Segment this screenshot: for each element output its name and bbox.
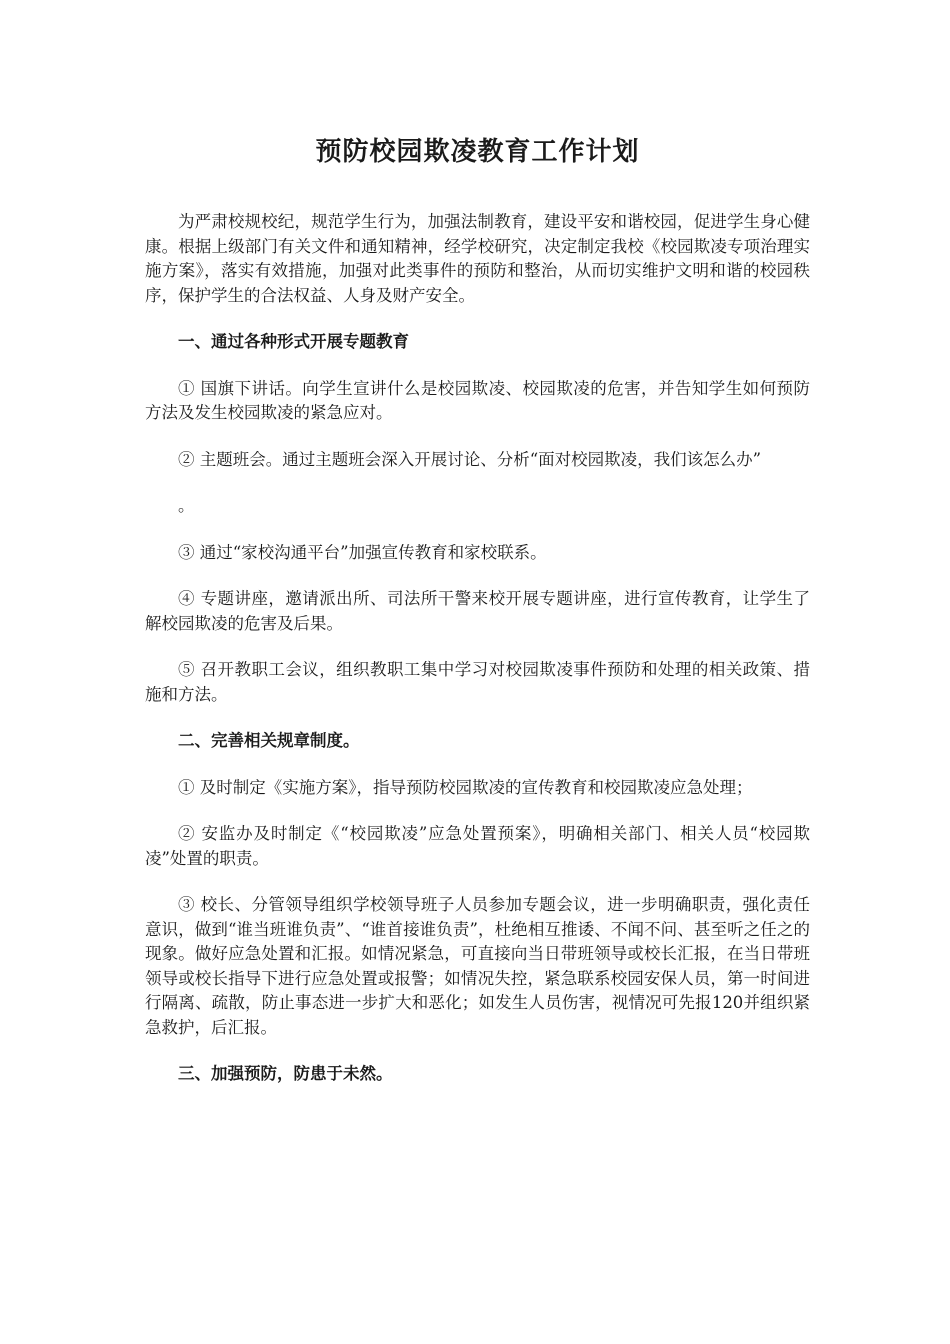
section-heading-3: 三、加强预防，防患于未然。 xyxy=(178,1064,393,1083)
section-heading-1: 一、通过各种形式开展专题教育 xyxy=(178,332,409,351)
document-page xyxy=(145,128,810,1109)
list-item: ① 国旗下讲话。向学生宣讲什么是校园欺凌、校园欺凌的危害，并告知学生如何预防方法及发生校园欺凌的紧急应对。 xyxy=(145,378,810,422)
list-item: ② 主题班会。通过主题班会深入开展讨论、分析“面对校园欺凌，我们该怎么办” xyxy=(178,449,762,469)
list-item: ③ 校长、分管领导组织学校领导班子人员参加专题会议，进一步明确职责，强化责任意识，做到“谁当班谁负责”、“谁首接谁负责”，杜绝相互推诿、不闻不问、甚至听之任之的现象。做好应急处置和汇报。如情况紧急，可直接向当日带班领导或校长汇报，在当日带班领导或校长指导下进行应急处置或报警；如情况失控，紧急联系校园安保人员，第一时间进行隔离、疏散，防止事态进一步扩大和恶化；如发生人员伤害，视情况可先报120并组织紧急救护，后汇报。 xyxy=(145,895,810,1037)
list-item: ② 安监办及时制定《“校园欺凌”应急处置预案》，明确相关部门、相关人员“校园欺凌”处置的职责。 xyxy=(145,824,810,868)
stray-punctuation: 。 xyxy=(178,496,195,515)
list-item: ① 及时制定《实施方案》，指导预防校园欺凌的宣传教育和校园欺凌应急处理； xyxy=(178,777,753,797)
list-item: ④ 专题讲座，邀请派出所、司法所干警来校开展专题讲座，进行宣传教育，让学生了解校园欺凌的危害及后果。 xyxy=(145,589,810,633)
list-item: ③ 通过“家校沟通平台”加强宣传教育和家校联系。 xyxy=(178,542,547,562)
section-heading-2: 二、完善相关规章制度。 xyxy=(178,731,360,750)
list-item: ⑤ 召开教职工会议，组织教职工集中学习对校园欺凌事件预防和处理的相关政策、措施和方法。 xyxy=(145,660,810,704)
intro-paragraph: 为严肃校规校纪，规范学生行为，加强法制教育，建设平安和谐校园，促进学生身心健康。根据上级部门有关文件和通知精神，经学校研究，决定制定我校《校园欺凌专项治理实施方案》，落实有效措施，加强对此类事件的预防和整治，从而切实维护文明和谐的校园秩序，保护学生的合法权益、人身及财产安全。 xyxy=(145,212,810,305)
document-title: 预防校园欺凌教育工作计划 xyxy=(315,137,640,167)
